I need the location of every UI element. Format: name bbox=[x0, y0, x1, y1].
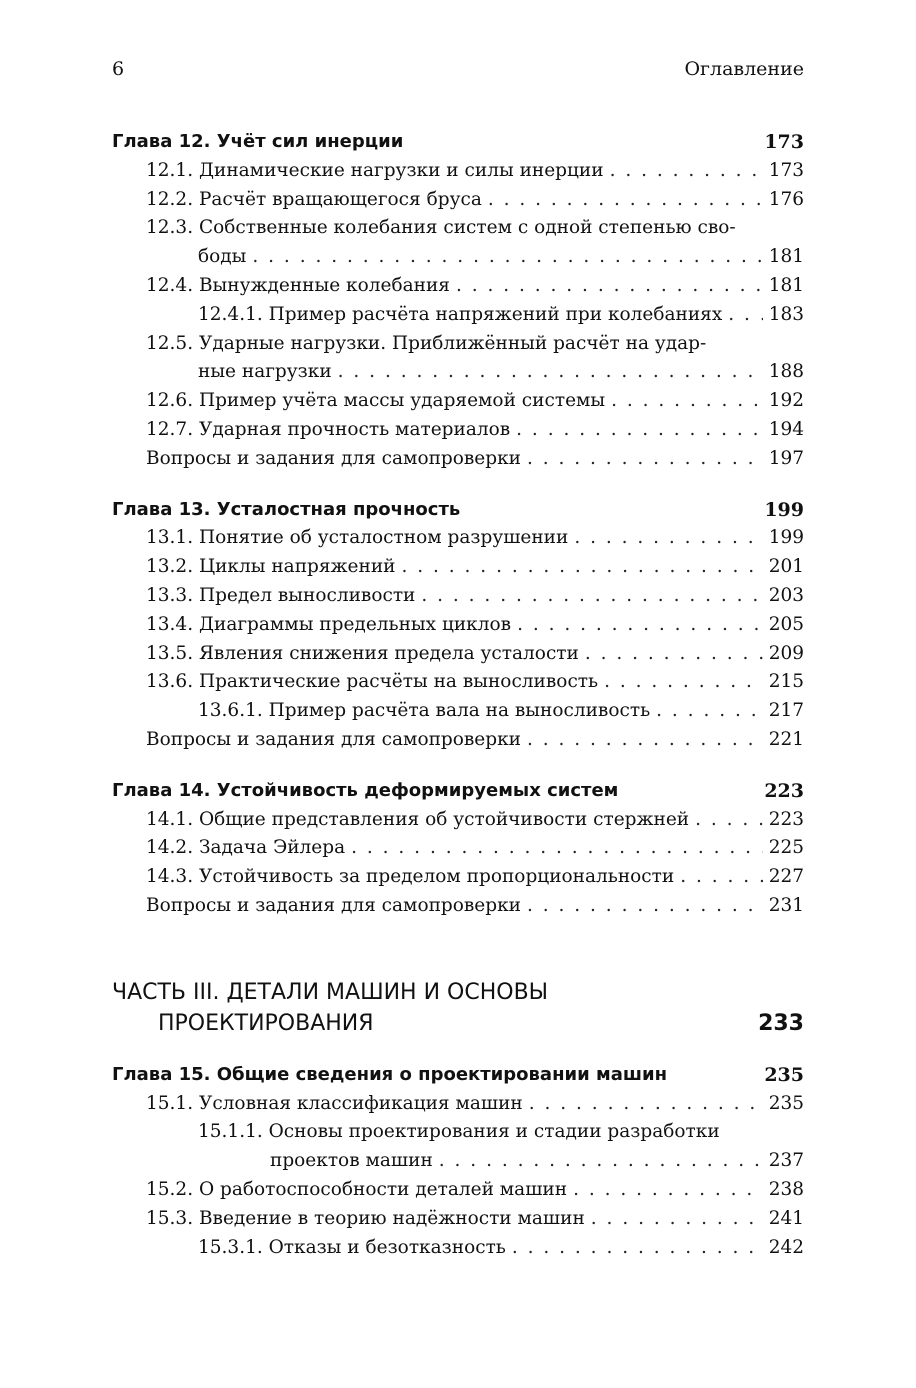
spacer bbox=[112, 1039, 804, 1061]
toc-subentry[interactable] bbox=[112, 1234, 804, 1263]
toc-entry[interactable] bbox=[112, 524, 804, 553]
toc-entry[interactable] bbox=[112, 640, 804, 669]
leader-dots bbox=[604, 668, 763, 697]
entry-page: 221 bbox=[768, 728, 804, 750]
toc-entry[interactable] bbox=[112, 582, 804, 611]
entry-page: 231 bbox=[768, 894, 804, 916]
part-page: 233 bbox=[758, 1010, 804, 1036]
entry-title: 15.3. Введение в теорию надёжности машин bbox=[146, 1205, 591, 1234]
toc-entry[interactable] bbox=[112, 806, 804, 835]
entry-page: 181 bbox=[768, 246, 804, 268]
entry-title: 15.2. О работоспособности деталей машин bbox=[146, 1176, 573, 1205]
entry-title: 13.6.1. Пример расчёта вала на выносливость bbox=[198, 697, 656, 726]
toc-subentry[interactable] bbox=[112, 697, 804, 726]
entry-page: 217 bbox=[768, 700, 804, 722]
spacer bbox=[112, 474, 804, 496]
toc-subentry-line2[interactable] bbox=[112, 1147, 804, 1176]
chapter-heading[interactable] bbox=[112, 128, 804, 157]
entry-page: 223 bbox=[768, 808, 804, 830]
entry-page: 181 bbox=[768, 274, 804, 296]
entry-page: 183 bbox=[768, 303, 804, 325]
leader-dots bbox=[591, 1205, 763, 1234]
toc-entry[interactable] bbox=[112, 611, 804, 640]
toc-entry[interactable] bbox=[112, 272, 804, 301]
toc-entry-line2[interactable] bbox=[112, 358, 804, 387]
entry-page: 201 bbox=[768, 556, 804, 578]
leader-dots bbox=[421, 582, 762, 611]
entry-page: 215 bbox=[768, 671, 804, 693]
toc-entry[interactable] bbox=[112, 1176, 804, 1205]
chapter-title: Глава 15. Общие сведения о проектировании машин bbox=[112, 1063, 668, 1085]
leader-dots bbox=[517, 611, 763, 640]
entry-page: 194 bbox=[768, 418, 804, 440]
leader-dots bbox=[527, 726, 763, 755]
toc-entry[interactable] bbox=[112, 668, 804, 697]
entry-page: 241 bbox=[768, 1207, 804, 1229]
leader-dots bbox=[527, 445, 763, 474]
leader-dots bbox=[680, 863, 762, 892]
entry-title: 12.6. Пример учёта массы ударяемой системы bbox=[146, 387, 611, 416]
leader-dots bbox=[252, 243, 762, 272]
toc-entry[interactable] bbox=[112, 834, 804, 863]
leader-dots bbox=[338, 358, 763, 387]
leader-dots bbox=[456, 272, 763, 301]
entry-page: 242 bbox=[768, 1236, 804, 1258]
entry-title: 13.6. Практические расчёты на выносливость bbox=[146, 668, 604, 697]
toc-entry[interactable] bbox=[112, 445, 804, 474]
leader-dots bbox=[402, 553, 763, 582]
running-header bbox=[112, 58, 804, 88]
entry-title: 13.1. Понятие об усталостном разрушении bbox=[146, 524, 574, 553]
entry-page: 188 bbox=[768, 361, 804, 383]
entry-title: 12.7. Ударная прочность материалов bbox=[146, 416, 516, 445]
chapter-page: 235 bbox=[764, 1063, 804, 1086]
entry-title: 13.4. Диаграммы предельных циклов bbox=[146, 611, 517, 640]
toc-entry[interactable] bbox=[112, 1205, 804, 1234]
toc-subentry[interactable] bbox=[112, 301, 804, 330]
entry-title: 12.5. Ударные нагрузки. Приближённый расчёт на удар- bbox=[146, 332, 707, 354]
spacer bbox=[112, 755, 804, 777]
toc-entry-line1[interactable] bbox=[112, 214, 804, 243]
entry-title: 13.2. Циклы напряжений bbox=[146, 553, 402, 582]
entry-title: 14.3. Устойчивость за пределом пропорциональности bbox=[146, 863, 680, 892]
entry-page: 173 bbox=[768, 159, 804, 181]
entry-title: 15.1.1. Основы проектирования и стадии разработки bbox=[198, 1121, 720, 1143]
entry-page: 205 bbox=[768, 613, 804, 635]
leader-dots bbox=[728, 301, 762, 330]
entry-title: 12.4.1. Пример расчёта напряжений при колебаниях bbox=[198, 301, 728, 330]
entry-page: 235 bbox=[768, 1092, 804, 1114]
entry-title-cont: боды bbox=[198, 243, 252, 272]
toc-entry[interactable] bbox=[112, 892, 804, 921]
chapter-heading[interactable] bbox=[112, 496, 804, 525]
leader-dots bbox=[574, 524, 762, 553]
toc-entry-line1[interactable] bbox=[112, 330, 804, 359]
leader-dots bbox=[529, 1090, 763, 1119]
entry-title-cont: ные нагрузки bbox=[198, 358, 338, 387]
chapter-page: 223 bbox=[764, 779, 804, 802]
entry-title: 12.1. Динамические нагрузки и силы инерции bbox=[146, 157, 610, 186]
entry-title: 14.2. Задача Эйлера bbox=[146, 834, 351, 863]
entry-title: 15.3.1. Отказы и безотказность bbox=[198, 1234, 512, 1263]
toc-subentry-line1[interactable] bbox=[112, 1118, 804, 1147]
chapter-page: 199 bbox=[764, 498, 804, 521]
chapter-title: Глава 14. Устойчивость деформируемых систем bbox=[112, 779, 619, 801]
entry-title-cont: проектов машин bbox=[270, 1147, 439, 1176]
entry-title: 12.4. Вынужденные колебания bbox=[146, 272, 456, 301]
toc-entry[interactable] bbox=[112, 553, 804, 582]
spacer bbox=[112, 921, 804, 977]
leader-dots bbox=[439, 1147, 763, 1176]
chapter-page: 173 bbox=[764, 131, 804, 153]
entry-title: 14.1. Общие представления об устойчивости стержней bbox=[146, 806, 695, 835]
toc-entry[interactable] bbox=[112, 416, 804, 445]
entry-page: 227 bbox=[768, 866, 804, 888]
entry-page: 238 bbox=[768, 1178, 804, 1200]
entry-page: 197 bbox=[768, 447, 804, 469]
leader-dots bbox=[573, 1176, 763, 1205]
leader-dots bbox=[512, 1234, 763, 1263]
leader-dots bbox=[611, 387, 763, 416]
leader-dots bbox=[695, 806, 763, 835]
leader-dots bbox=[527, 892, 763, 921]
toc-entry[interactable] bbox=[112, 387, 804, 416]
chapter-heading[interactable] bbox=[112, 777, 804, 806]
part-heading[interactable] bbox=[112, 977, 804, 1039]
leader-dots bbox=[488, 186, 763, 215]
chapter-heading[interactable] bbox=[112, 1061, 804, 1090]
entry-title: Вопросы и задания для самопроверки bbox=[146, 445, 527, 474]
part-title-line1: ЧАСТЬ III. ДЕТАЛИ МАШИН И ОСНОВЫ bbox=[112, 979, 549, 1005]
entry-page: 192 bbox=[768, 390, 804, 412]
toc-entry[interactable] bbox=[112, 1090, 804, 1119]
entry-title: 13.3. Предел выносливости bbox=[146, 582, 421, 611]
entry-title: Вопросы и задания для самопроверки bbox=[146, 892, 527, 921]
leader-dots bbox=[585, 640, 763, 669]
entry-title: 13.5. Явления снижения предела усталости bbox=[146, 640, 585, 669]
entry-page: 203 bbox=[768, 584, 804, 606]
entry-title: Вопросы и задания для самопроверки bbox=[146, 726, 527, 755]
entry-page: 199 bbox=[768, 527, 804, 549]
chapter-title: Глава 13. Усталостная прочность bbox=[112, 498, 461, 520]
entry-title: 15.1. Условная классификация машин bbox=[146, 1090, 529, 1119]
entry-page: 225 bbox=[768, 837, 804, 859]
chapter-title: Глава 12. Учёт сил инерции bbox=[112, 131, 404, 152]
toc-entry[interactable] bbox=[112, 726, 804, 755]
table-of-contents bbox=[112, 128, 804, 1262]
toc-entry[interactable] bbox=[112, 157, 804, 186]
leader-dots bbox=[656, 697, 763, 726]
leader-dots bbox=[610, 157, 763, 186]
leader-dots bbox=[351, 834, 763, 863]
entry-title: 12.3. Собственные колебания систем с одной степенью сво- bbox=[146, 217, 736, 239]
toc-entry-line2[interactable] bbox=[112, 243, 804, 272]
page-number: 6 bbox=[112, 58, 125, 80]
running-title: Оглавление bbox=[684, 58, 804, 80]
toc-entry[interactable] bbox=[112, 186, 804, 215]
entry-page: 209 bbox=[768, 642, 804, 664]
entry-title: 12.2. Расчёт вращающегося бруса bbox=[146, 186, 488, 215]
toc-entry[interactable] bbox=[112, 863, 804, 892]
part-title-line2: ПРОЕКТИРОВАНИЯ bbox=[158, 1010, 374, 1036]
entry-page: 176 bbox=[768, 188, 804, 210]
entry-page: 237 bbox=[768, 1150, 804, 1172]
leader-dots bbox=[516, 416, 763, 445]
